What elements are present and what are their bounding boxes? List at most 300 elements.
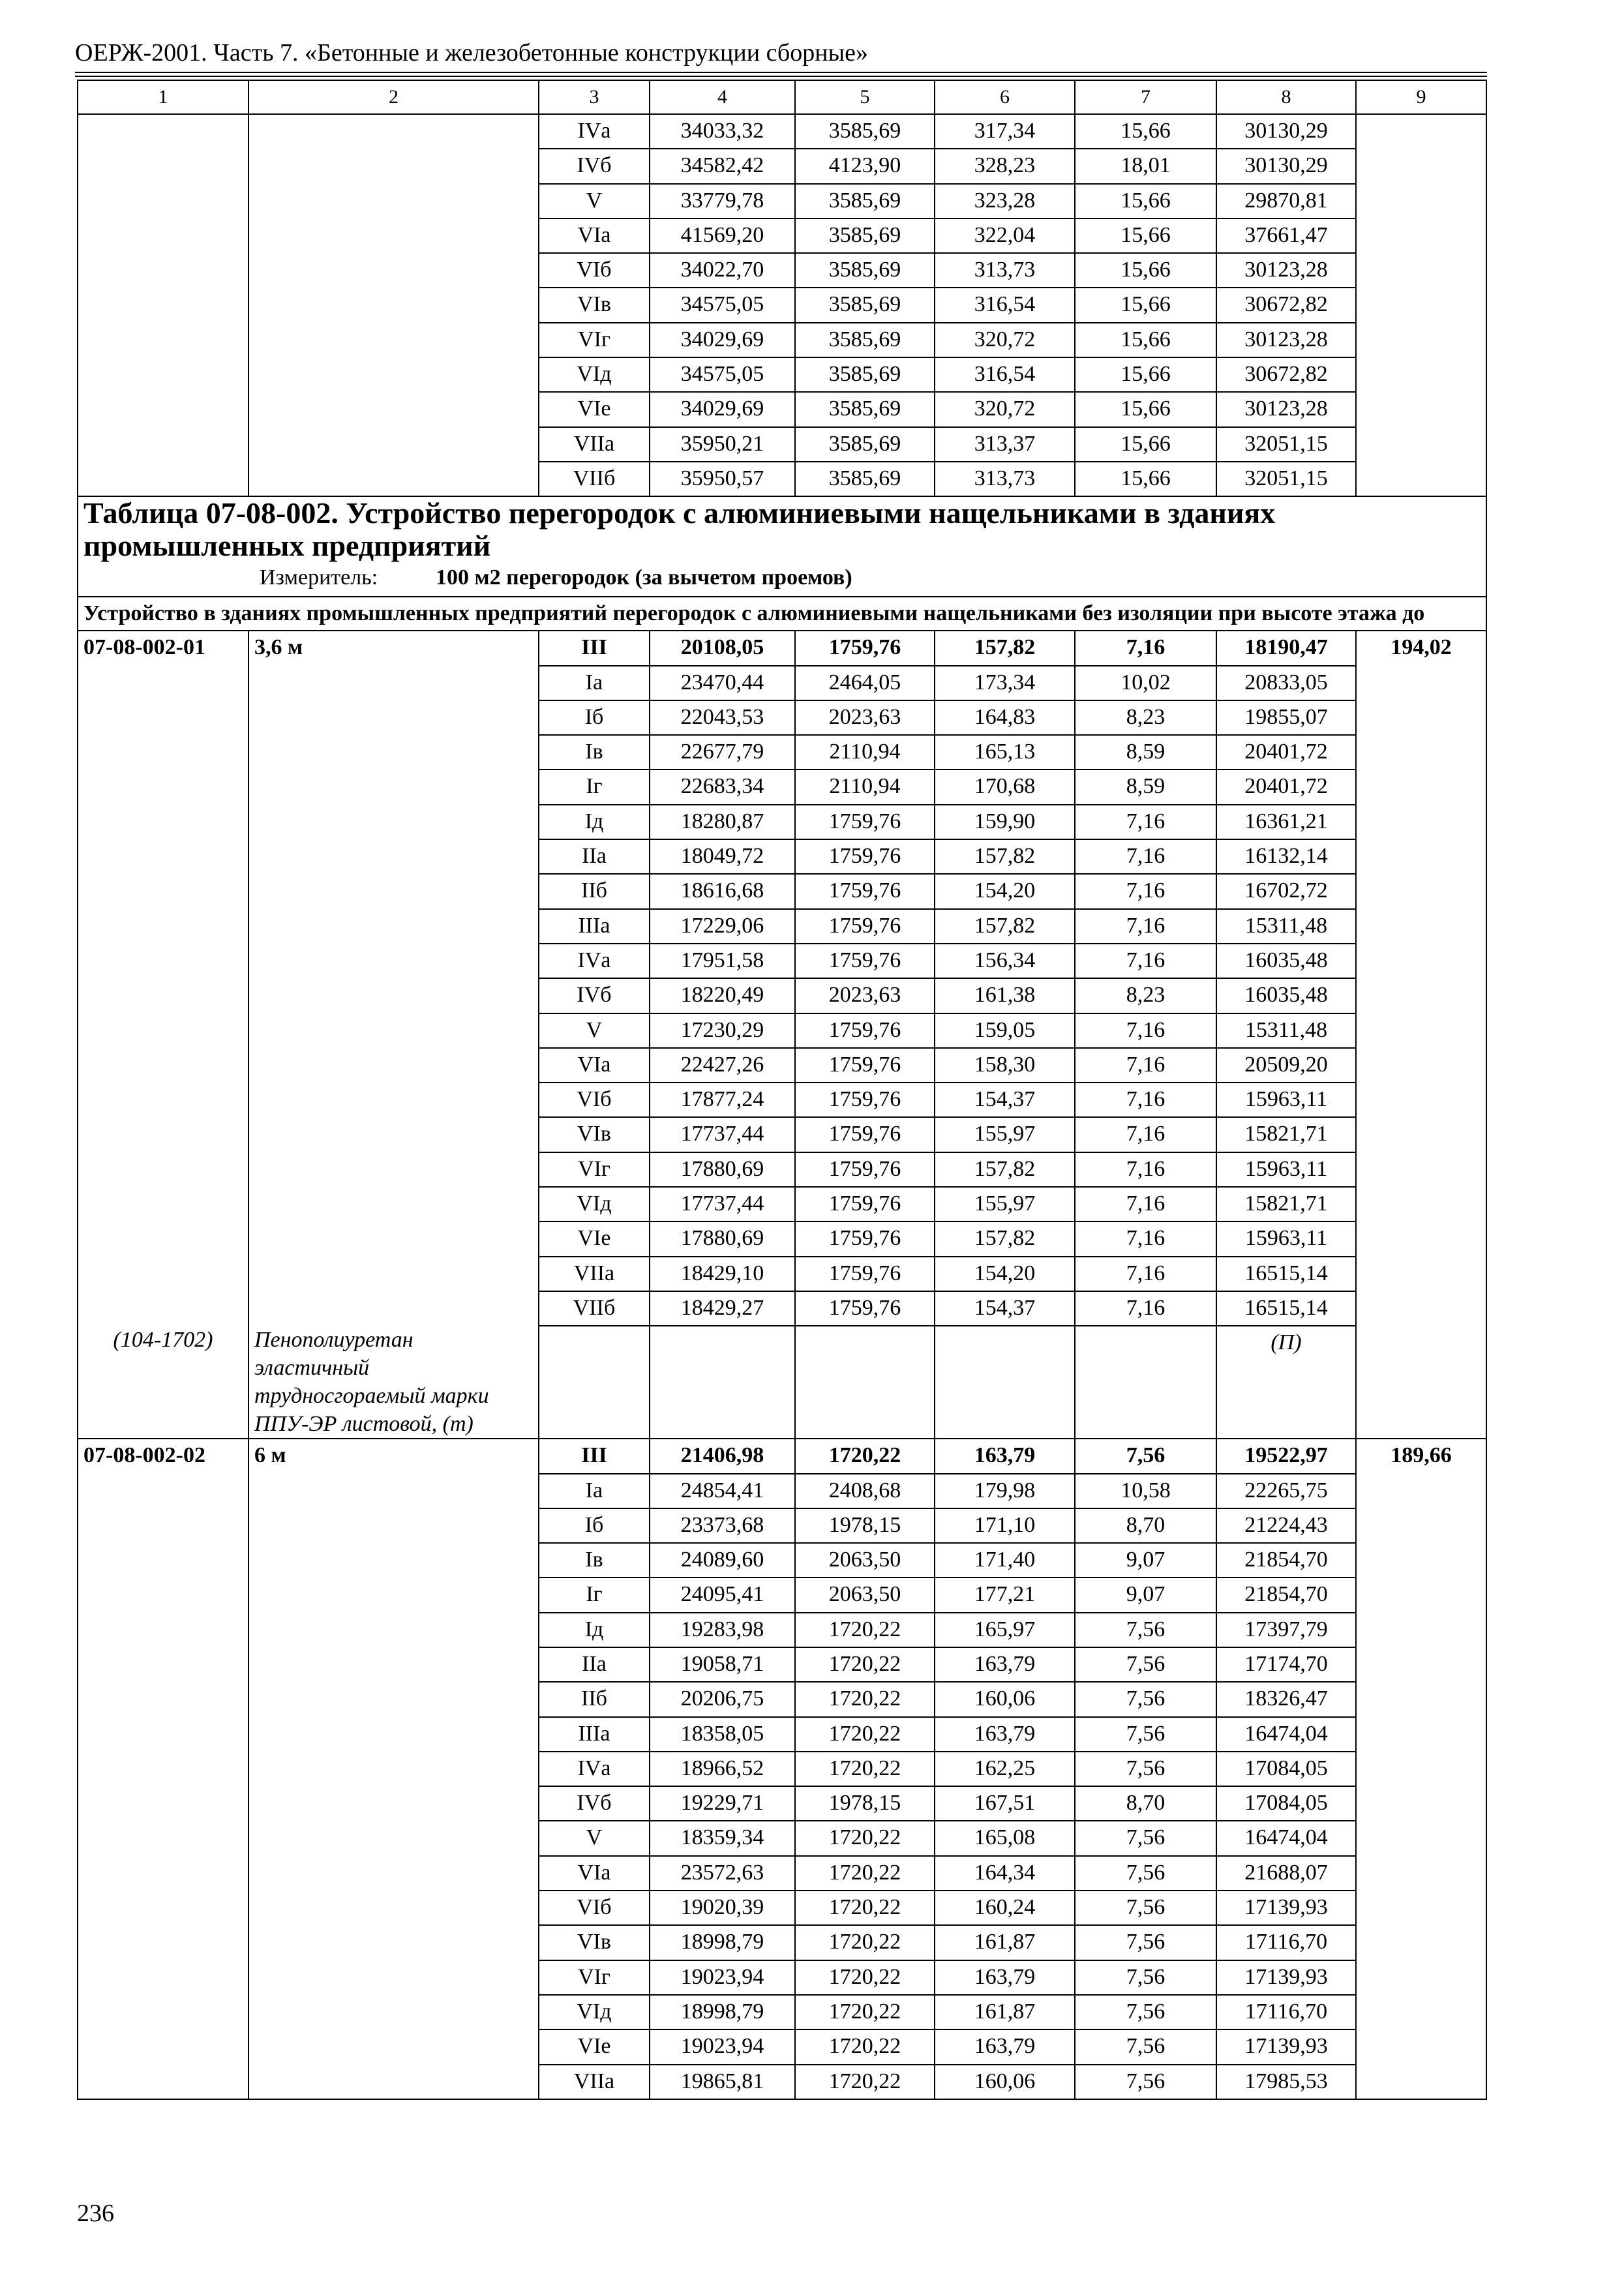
cell-value: 18616,68 <box>650 874 795 908</box>
cell-value: 161,38 <box>935 978 1075 1013</box>
cell-value: 19020,39 <box>650 1891 795 1925</box>
cell-value: 154,20 <box>935 1257 1075 1291</box>
cell-value: 1720,22 <box>795 1856 935 1891</box>
cell-value: 15,66 <box>1075 218 1216 253</box>
measurement-label: Измеритель: <box>260 565 378 590</box>
cell-value: VIд <box>539 357 650 392</box>
table-row <box>78 631 1486 665</box>
cell-value: 24095,41 <box>650 1578 795 1612</box>
table-row <box>78 874 1486 908</box>
cell-name <box>248 909 539 944</box>
cell-value: 161,87 <box>935 1925 1075 1960</box>
cell-code <box>78 1543 248 1578</box>
cell-value: 160,06 <box>935 1682 1075 1716</box>
table-row <box>78 392 1486 426</box>
cell-value: IVа <box>539 1752 650 1786</box>
cell-value: Iб <box>539 1508 650 1543</box>
cell-value: 320,72 <box>935 392 1075 426</box>
cell-name <box>248 1508 539 1543</box>
cell-value: VIб <box>539 1891 650 1925</box>
rates-table <box>77 80 1487 2100</box>
table-row <box>78 735 1486 770</box>
cell-code <box>78 1508 248 1543</box>
cell-extra <box>1356 184 1486 218</box>
cell-value: Iв <box>539 1543 650 1578</box>
cell-extra <box>1356 978 1486 1013</box>
cell-value: 20509,20 <box>1216 1048 1356 1083</box>
cell-value: 8,70 <box>1075 1508 1216 1543</box>
cell-value: 171,40 <box>935 1543 1075 1578</box>
cell-value: III <box>539 1439 650 1473</box>
cell-name <box>248 805 539 839</box>
cell-value: 8,59 <box>1075 735 1216 770</box>
table-row <box>78 1508 1486 1543</box>
cell-value: 21224,43 <box>1216 1508 1356 1543</box>
cell-value: 8,23 <box>1075 978 1216 1013</box>
cell-value: 177,21 <box>935 1578 1075 1612</box>
cell-value: Iа <box>539 1474 650 1508</box>
cell-code <box>78 323 248 357</box>
cell-value: 7,16 <box>1075 839 1216 874</box>
cell-name <box>248 149 539 183</box>
cell-name <box>248 1960 539 1995</box>
cell-value: 313,73 <box>935 253 1075 288</box>
cell-extra <box>1356 323 1486 357</box>
cell-name <box>248 1856 539 1891</box>
cell-value: Iв <box>539 735 650 770</box>
cell-code <box>78 2029 248 2064</box>
cell-name <box>248 1013 539 1048</box>
cell-value: 1759,76 <box>795 1257 935 1291</box>
cell-value: 15311,48 <box>1216 1013 1356 1048</box>
table-row <box>78 288 1486 322</box>
cell-code <box>78 357 248 392</box>
cell-value: IVб <box>539 1786 650 1821</box>
cell-value: 22043,53 <box>650 700 795 735</box>
cell-code: 07-08-002-01 <box>78 631 248 665</box>
cell-value: 7,56 <box>1075 1647 1216 1682</box>
cell-value: 154,37 <box>935 1083 1075 1117</box>
cell-extra <box>1356 1221 1486 1256</box>
cell-value: V <box>539 1013 650 1048</box>
cell-value: 170,68 <box>935 770 1075 804</box>
cell-value: 30130,29 <box>1216 114 1356 149</box>
cell-value: 323,28 <box>935 184 1075 218</box>
cell-value: Iд <box>539 1613 650 1647</box>
cell-value: 165,08 <box>935 1821 1075 1855</box>
cell-name <box>248 1821 539 1855</box>
cell-value: 163,79 <box>935 2029 1075 2064</box>
cell-name <box>248 2065 539 2099</box>
cell-value: VIб <box>539 1083 650 1117</box>
resource-code-cell <box>78 1326 248 1439</box>
cell-value: 1978,15 <box>795 1508 935 1543</box>
resource-note-row <box>78 1326 1486 1439</box>
cell-value: 1720,22 <box>795 1613 935 1647</box>
table-row <box>78 1048 1486 1083</box>
cell-value: 15,66 <box>1075 392 1216 426</box>
table-row <box>78 218 1486 253</box>
cell-value: 7,56 <box>1075 1891 1216 1925</box>
cell-value-empty <box>650 1326 795 1439</box>
cell-value: 24854,41 <box>650 1474 795 1508</box>
cell-extra <box>1356 735 1486 770</box>
cell-value: 7,16 <box>1075 1152 1216 1187</box>
cell-value: IVб <box>539 149 650 183</box>
cell-value: 30123,28 <box>1216 253 1356 288</box>
cell-value: 159,05 <box>935 1013 1075 1048</box>
cell-value: 159,90 <box>935 805 1075 839</box>
cell-value: 1978,15 <box>795 1786 935 1821</box>
cell-value: 16474,04 <box>1216 1717 1356 1752</box>
col-num: 3 <box>539 80 650 114</box>
cell-extra <box>1356 2065 1486 2099</box>
cell-value: IIа <box>539 1647 650 1682</box>
cell-value: 15311,48 <box>1216 909 1356 944</box>
cell-value: 20401,72 <box>1216 770 1356 804</box>
table-row <box>78 2029 1486 2064</box>
cell-name <box>248 392 539 426</box>
cell-value: VIд <box>539 1995 650 2029</box>
cell-name: 3,6 м <box>248 631 539 665</box>
cell-value: 15,66 <box>1075 288 1216 322</box>
cell-code <box>78 218 248 253</box>
table-row <box>78 978 1486 1013</box>
cell-value: 2464,05 <box>795 666 935 700</box>
cell-value: IIб <box>539 874 650 908</box>
cell-value: 16515,14 <box>1216 1257 1356 1291</box>
cell-code <box>78 184 248 218</box>
table-row <box>78 1752 1486 1786</box>
table-row <box>78 1856 1486 1891</box>
cell-value: 173,34 <box>935 666 1075 700</box>
cell-name <box>248 770 539 804</box>
cell-value: 328,23 <box>935 149 1075 183</box>
cell-value: VIIа <box>539 1257 650 1291</box>
cell-value: 15821,71 <box>1216 1117 1356 1152</box>
measurement-value: 100 м2 перегородок (за вычетом проемов) <box>436 565 852 590</box>
col-num: 7 <box>1075 80 1216 114</box>
cell-value: V <box>539 184 650 218</box>
cell-value: 29870,81 <box>1216 184 1356 218</box>
cell-value: 157,82 <box>935 1152 1075 1187</box>
table-row <box>78 1439 1486 1473</box>
cell-value-empty <box>539 1326 650 1439</box>
cell-value: 19023,94 <box>650 1960 795 1995</box>
cell-value: 16474,04 <box>1216 1821 1356 1855</box>
cell-name <box>248 735 539 770</box>
cell-value: 7,56 <box>1075 1682 1216 1716</box>
cell-value: 1759,76 <box>795 1291 935 1326</box>
cell-value: 7,16 <box>1075 1187 1216 1221</box>
cell-value: 156,34 <box>935 944 1075 978</box>
cell-code <box>78 253 248 288</box>
cell-value: 17139,93 <box>1216 2029 1356 2064</box>
cell-extra <box>1356 462 1486 496</box>
cell-extra <box>1356 149 1486 183</box>
table-row <box>78 1257 1486 1291</box>
cell-code <box>78 1995 248 2029</box>
cell-value: 35950,57 <box>650 462 795 496</box>
cell-name <box>248 462 539 496</box>
cell-value: 171,10 <box>935 1508 1075 1543</box>
cell-value: 18049,72 <box>650 839 795 874</box>
cell-value: 161,87 <box>935 1995 1075 2029</box>
cell-name <box>248 288 539 322</box>
cell-code <box>78 1474 248 1508</box>
table-row <box>78 1013 1486 1048</box>
cell-value: 9,07 <box>1075 1543 1216 1578</box>
cell-value: 18190,47 <box>1216 631 1356 665</box>
cell-code <box>78 114 248 149</box>
cell-value: VIг <box>539 1960 650 1995</box>
cell-extra <box>1356 1647 1486 1682</box>
cell-value: 34022,70 <box>650 253 795 288</box>
cell-value: 17951,58 <box>650 944 795 978</box>
cell-code <box>78 978 248 1013</box>
cell-extra <box>1356 770 1486 804</box>
cell-value: 1720,22 <box>795 1647 935 1682</box>
table-row <box>78 1152 1486 1187</box>
cell-extra <box>1356 1856 1486 1891</box>
cell-code <box>78 1083 248 1117</box>
cell-code <box>78 462 248 496</box>
cell-value: 15,66 <box>1075 114 1216 149</box>
cell-value: 154,37 <box>935 1291 1075 1326</box>
cell-extra <box>1356 1083 1486 1117</box>
table-row <box>78 1925 1486 1960</box>
cell-code <box>78 1960 248 1995</box>
work-description: Устройство в зданиях промышленных предприятий перегородок с алюминиевыми нащельниками без изоляции при высоте этажа до <box>78 597 1486 631</box>
cell-value: 20206,75 <box>650 1682 795 1716</box>
cell-name <box>248 1474 539 1508</box>
cell-value: 7,56 <box>1075 1821 1216 1855</box>
cell-value: 34033,32 <box>650 114 795 149</box>
cell-value: 3585,69 <box>795 114 935 149</box>
cell-value: VIв <box>539 1925 650 1960</box>
cell-value: 7,56 <box>1075 1717 1216 1752</box>
cell-value: 23470,44 <box>650 666 795 700</box>
cell-code <box>78 805 248 839</box>
cell-value: 10,58 <box>1075 1474 1216 1508</box>
cell-value: 3585,69 <box>795 392 935 426</box>
table-row <box>78 357 1486 392</box>
cell-value: VIIа <box>539 2065 650 2099</box>
cell-name <box>248 944 539 978</box>
cell-value: 1720,22 <box>795 1717 935 1752</box>
cell-name <box>248 978 539 1013</box>
cell-value-empty <box>795 1326 935 1439</box>
cell-value: 3585,69 <box>795 427 935 462</box>
cell-value: 18998,79 <box>650 1995 795 2029</box>
table-row <box>78 1543 1486 1578</box>
cell-value: 18998,79 <box>650 1925 795 1960</box>
cell-value: 2063,50 <box>795 1543 935 1578</box>
cell-value: 2023,63 <box>795 978 935 1013</box>
cell-value: 155,97 <box>935 1117 1075 1152</box>
cell-value: 1759,76 <box>795 839 935 874</box>
cell-name <box>248 700 539 735</box>
col-num: 5 <box>795 80 935 114</box>
cell-value: IIб <box>539 1682 650 1716</box>
cell-value: 1720,22 <box>795 1752 935 1786</box>
cell-value: 158,30 <box>935 1048 1075 1083</box>
cell-value: VIа <box>539 1856 650 1891</box>
cell-value: 16361,21 <box>1216 805 1356 839</box>
cell-value: 179,98 <box>935 1474 1075 1508</box>
cell-value: 322,04 <box>935 218 1075 253</box>
cell-value: 7,16 <box>1075 1013 1216 1048</box>
resource-unit-mark <box>1216 1326 1356 1439</box>
cell-value: IVа <box>539 114 650 149</box>
cell-extra <box>1356 1048 1486 1083</box>
cell-name <box>248 1752 539 1786</box>
cell-value: 7,56 <box>1075 1995 1216 2029</box>
cell-value: 8,59 <box>1075 770 1216 804</box>
cell-value-empty <box>935 1326 1075 1439</box>
cell-extra <box>1356 1013 1486 1048</box>
cell-code <box>78 1821 248 1855</box>
cell-value: 160,06 <box>935 2065 1075 2099</box>
cell-code <box>78 288 248 322</box>
cell-value: IVа <box>539 944 650 978</box>
cell-value: 163,79 <box>935 1439 1075 1473</box>
cell-value: 157,82 <box>935 839 1075 874</box>
cell-name <box>248 1717 539 1752</box>
cell-code <box>78 735 248 770</box>
cell-value: 1759,76 <box>795 1083 935 1117</box>
cell-value: 32051,15 <box>1216 427 1356 462</box>
table-row <box>78 323 1486 357</box>
cell-code: 07-08-002-02 <box>78 1439 248 1473</box>
cell-value: 21854,70 <box>1216 1578 1356 1612</box>
cell-value: 15963,11 <box>1216 1152 1356 1187</box>
cell-value: 17229,06 <box>650 909 795 944</box>
cell-value: 167,51 <box>935 1786 1075 1821</box>
cell-value: 1720,22 <box>795 2065 935 2099</box>
cell-code <box>78 1717 248 1752</box>
cell-code <box>78 1647 248 1682</box>
cell-value: 18326,47 <box>1216 1682 1356 1716</box>
cell-value: 1759,76 <box>795 944 935 978</box>
cell-value: 1759,76 <box>795 631 935 665</box>
cell-value: 18429,27 <box>650 1291 795 1326</box>
cell-value: 17880,69 <box>650 1221 795 1256</box>
cell-extra <box>1356 944 1486 978</box>
cell-extra <box>1356 874 1486 908</box>
cell-value: VIг <box>539 1152 650 1187</box>
cell-code <box>78 1117 248 1152</box>
cell-name <box>248 1543 539 1578</box>
cell-extra <box>1356 1786 1486 1821</box>
table-row <box>78 666 1486 700</box>
cell-value: IIIа <box>539 1717 650 1752</box>
cell-value: 1759,76 <box>795 1187 935 1221</box>
cell-name <box>248 357 539 392</box>
table-row <box>78 149 1486 183</box>
cell-extra <box>1356 1821 1486 1855</box>
cell-value: 32051,15 <box>1216 462 1356 496</box>
cell-code <box>78 1786 248 1821</box>
table-row <box>78 462 1486 496</box>
cell-name <box>248 2029 539 2064</box>
cell-value: 313,37 <box>935 427 1075 462</box>
cell-value: 17737,44 <box>650 1117 795 1152</box>
cell-extra: 189,66 <box>1356 1439 1486 1473</box>
cell-value: 15,66 <box>1075 427 1216 462</box>
cell-value: 1759,76 <box>795 805 935 839</box>
table-row <box>78 700 1486 735</box>
cell-value: 7,16 <box>1075 1083 1216 1117</box>
cell-name <box>248 1925 539 1960</box>
cell-value: 2408,68 <box>795 1474 935 1508</box>
cell-extra <box>1356 666 1486 700</box>
cell-value: 17116,70 <box>1216 1925 1356 1960</box>
cell-extra <box>1356 700 1486 735</box>
cell-value: 1720,22 <box>795 2029 935 2064</box>
cell-value: VIб <box>539 253 650 288</box>
cell-value: Iд <box>539 805 650 839</box>
cell-value: 3585,69 <box>795 184 935 218</box>
cell-name <box>248 1257 539 1291</box>
cell-value: 7,56 <box>1075 1925 1216 1960</box>
cell-extra-empty <box>1356 1326 1486 1439</box>
cell-code <box>78 392 248 426</box>
cell-value: 17985,53 <box>1216 2065 1356 2099</box>
cell-code <box>78 700 248 735</box>
col-num: 9 <box>1356 80 1486 114</box>
col-num: 4 <box>650 80 795 114</box>
cell-code <box>78 427 248 462</box>
table-row <box>78 944 1486 978</box>
cell-value: 37661,47 <box>1216 218 1356 253</box>
cell-value: 19865,81 <box>650 2065 795 2099</box>
cell-value: 7,56 <box>1075 1856 1216 1891</box>
cell-extra <box>1356 1508 1486 1543</box>
cell-value: 163,79 <box>935 1647 1075 1682</box>
cell-value: 10,02 <box>1075 666 1216 700</box>
cell-value: 165,97 <box>935 1613 1075 1647</box>
cell-extra <box>1356 1995 1486 2029</box>
cell-value: 17174,70 <box>1216 1647 1356 1682</box>
cell-extra <box>1356 1925 1486 1960</box>
cell-value: 18359,34 <box>650 1821 795 1855</box>
cell-value: 1759,76 <box>795 909 935 944</box>
cell-value: 7,16 <box>1075 944 1216 978</box>
header-rule-double <box>75 76 1487 77</box>
cell-value: 3585,69 <box>795 323 935 357</box>
cell-name <box>248 1647 539 1682</box>
cell-value: 15,66 <box>1075 462 1216 496</box>
cell-name <box>248 1291 539 1326</box>
cell-value: 7,16 <box>1075 874 1216 908</box>
cell-extra <box>1356 1152 1486 1187</box>
cell-extra <box>1356 1613 1486 1647</box>
cell-value: 15963,11 <box>1216 1083 1356 1117</box>
cell-value: 7,56 <box>1075 1960 1216 1995</box>
measurement-unit <box>83 562 1481 596</box>
cell-extra <box>1356 218 1486 253</box>
cell-value: 30672,82 <box>1216 288 1356 322</box>
cell-value: VIв <box>539 1117 650 1152</box>
table-row <box>78 2065 1486 2099</box>
cell-extra <box>1356 1257 1486 1291</box>
cell-value: 34029,69 <box>650 323 795 357</box>
cell-value: 7,56 <box>1075 1613 1216 1647</box>
cell-value: 7,56 <box>1075 1439 1216 1473</box>
cell-value: 24089,60 <box>650 1543 795 1578</box>
cell-value: 35950,21 <box>650 427 795 462</box>
